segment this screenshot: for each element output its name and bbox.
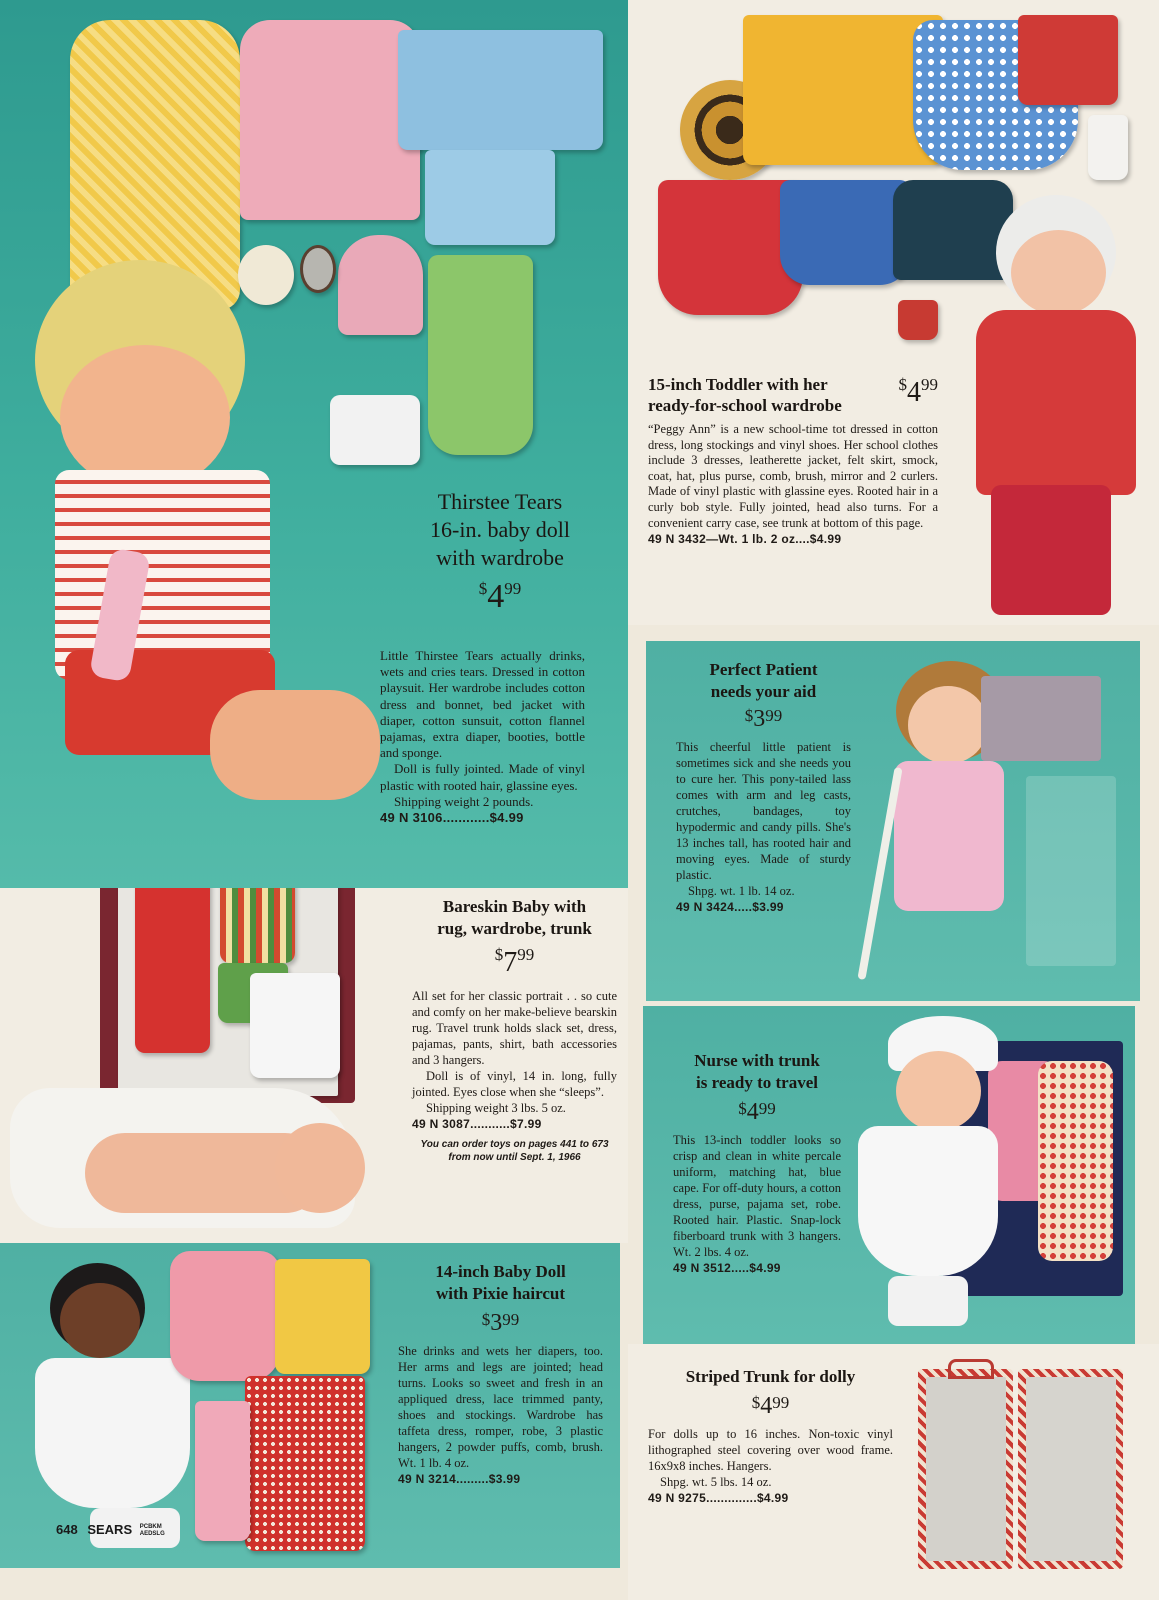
toddler-doll-image [946,185,1151,625]
thirstee-price: $^{\$}4^{99}$ [478,578,522,615]
nurse-order: 49 N 3512.....$4.99 [673,1261,781,1275]
baby-head [275,1123,365,1213]
toddler-body: “Peggy Ann” is a new school-time tot dressed in cotton dress, long stockings and vinyl shoes. Her school clothes include 3 dresses, leatherette jacket, felt skirt, smock, coat, hat, plus purse, comb, brush, mirror and 2 curlers. Made of vinyl plastic with glassine eyes. Rooted hair in a curly bob style. Fully jointed, head also turns. For a convenient carry case, see trunk at bottom of this page. [648,422,938,530]
pixie-panel [0,1243,620,1568]
thirstee-desc [380,648,585,826]
red-jacket [1018,15,1118,105]
floral-robe [1038,1061,1113,1261]
blue-smock [780,180,910,285]
blue-bed-jacket [398,30,603,150]
blue-diaper [425,150,555,245]
white-dress [250,973,340,1078]
medical-chart [981,676,1101,761]
doll-legs [210,690,380,800]
patient-panel [646,641,1140,1001]
trunk-title: Striped Trunk for dolly [685,1367,856,1386]
pixie-price: $^{\$}3^{99}$ [481,1310,520,1336]
patient-order: 49 N 3424.....$3.99 [676,900,784,915]
thirstee-body2: Doll is fully jointed. Made of vinyl plastic with rooted hair, glassine eyes. [380,761,585,793]
white-shoes [888,1276,968,1326]
patient-doll-image [866,656,1126,986]
yellow-romper [275,1259,370,1374]
patient-body: This cheerful little patient is sometimes sick and she needs you to cure her. This pony-tailed lass comes with arm and leg casts, crutches, bandages, toy hypodermic and candy pills. She's 13 inches tall, has rooted hair and moving eyes. Made of sturdy plastic. [676,740,851,882]
bareskin-shipping: Shipping weight 3 lbs. 5 oz. [426,1101,566,1115]
bareskin-body2: Doll is of vinyl, 14 in. long, fully jointed. Eyes close when she “sleeps”. [412,1069,617,1099]
pixie-order: 49 N 3214.........$3.99 [398,1472,521,1486]
thirstee-shipping: Shipping weight 2 pounds. [394,793,534,809]
red-robe [245,1376,365,1551]
striped-trunk-image [918,1359,1128,1574]
bareskin-body: All set for her classic portrait . . so cute and comfy on her make-believe bearskin rug. Travel trunk holds slack set, dress, pajamas, pants, shirt, bath accessories and 3 hangers. [412,989,617,1067]
trunk-panel [628,1344,1159,1600]
trunk-price: $^{\$}4^{99}$ [751,1393,790,1419]
red-purse [898,300,938,340]
trunk-handle [948,1359,994,1379]
white-dress [35,1358,190,1508]
nurse-doll-image [848,1011,1128,1336]
thirstee-body: Little Thirstee Tears actually drinks, wets and cries tears. Dressed in cotton playsuit. Her wardrobe includes cotton dress and bonnet, bed jacket with diaper, cotton sunsuit, cotton flannel pajamas, extra diaper, booties, bottle and sponge. [380,648,585,761]
striped-dress [220,888,295,963]
bareskin-title: Bareskin Baby with rug, wardrobe, trunk [437,897,592,938]
doll-face [60,345,230,490]
nurse-text [673,1050,841,1276]
thirstee-doll-image [20,250,380,810]
pixie-wardrobe-image [170,1251,375,1556]
bareskin-panel [0,888,628,1243]
nurse-body: This 13-inch toddler looks so crisp and clean in white percale uniform, matching hat, blue cape. For off-duty hours, a cotton dress, purse, pajama set, robe. Rooted hair. Plastic. Snap-lock fiberboard trunk with 3 hangers. Wt. 2 lbs. 4 oz. [673,1133,841,1259]
medical-supplies [1026,776,1116,966]
bareskin-price: $^{\$}7^{99}$ [494,945,535,978]
trunk-order: 49 N 9275..............$4.99 [648,1491,789,1506]
green-sunsuit [428,255,533,455]
catalog-code: PCBKM AEDSLG [139,1523,165,1537]
red-stockings [991,485,1111,615]
toddler-panel [628,0,1159,625]
trunk-lining-left [926,1377,1006,1561]
trunk-lining-right [1026,1377,1116,1561]
bareskin-order-note: You can order toys on pages 441 to 673 from now until Sept. 1, 1966 [420,1139,609,1164]
patient-text [676,659,851,915]
toddler-order: 49 N 3432—Wt. 1 lb. 2 oz....$4.99 [648,532,842,547]
thirstee-text [395,488,605,624]
thirstee-title: Thirstee Tears 16-in. baby doll with wardrobe [430,489,570,570]
nurse-title: Nurse with trunk is ready to travel [694,1051,820,1092]
stockings [1088,115,1128,180]
bareskin-trunk-image [100,888,355,1103]
patient-title: Perfect Patient needs your aid [709,660,818,701]
toddler-price: $^{\$}4^{99}$ [898,375,938,408]
thirstee-order: 49 N 3106............$4.99 [380,810,524,826]
nurse-price: $^{\$}4^{99}$ [738,1099,776,1125]
doll-face [60,1283,140,1358]
page-footer [56,1522,165,1538]
doll-face [908,686,988,764]
patient-shipping: Shpg. wt. 1 lb. 14 oz. [688,884,795,898]
pixie-text [398,1261,603,1487]
pixie-body: She drinks and wets her diapers, too. Her arms and legs are jointed; head turns. Looks so sweet and fresh in an appliqued dress, lace trimmed panty, shoes and stockings. Wardrobe has taffeta dress, romper, robe, 3 plastic hangers, 2 powder puffs, comb, brush. Wt. 1 lb. 4 oz. [398,1344,603,1470]
patient-price: $^{\$}3^{99}$ [744,706,783,732]
trunk-text [648,1366,893,1506]
doll-face [896,1051,981,1131]
trunk-body: For dolls up to 16 inches. Non-toxic vinyl lithographed steel covering over wood frame. 16x9x8 inches. Hangers. [648,1427,893,1473]
nurse-panel [643,1006,1135,1344]
toddler-title: 15-inch Toddler with her ready-for-school wardrobe [648,375,842,415]
pink-dress [240,20,420,220]
red-sleeper [135,888,210,1053]
red-dress [976,310,1136,495]
pink-taffeta-dress [170,1251,280,1381]
thirstee-panel [0,0,628,888]
bareskin-doll-image [10,1078,380,1228]
pixie-title: 14-inch Baby Doll with Pixie haircut [435,1262,566,1303]
page-number: 648 [56,1522,78,1537]
white-uniform [858,1126,998,1276]
hangers-puffs [195,1401,250,1541]
toddler-text [648,374,938,547]
bareskin-text [412,896,617,1164]
brand: SEARS [87,1522,133,1537]
trunk-shipping: Shpg. wt. 5 lbs. 14 oz. [660,1475,772,1489]
bareskin-order: 49 N 3087...........$7.99 [412,1117,542,1132]
doll-face [1011,230,1106,315]
striped-top [55,470,270,680]
pink-romper [894,761,1004,911]
